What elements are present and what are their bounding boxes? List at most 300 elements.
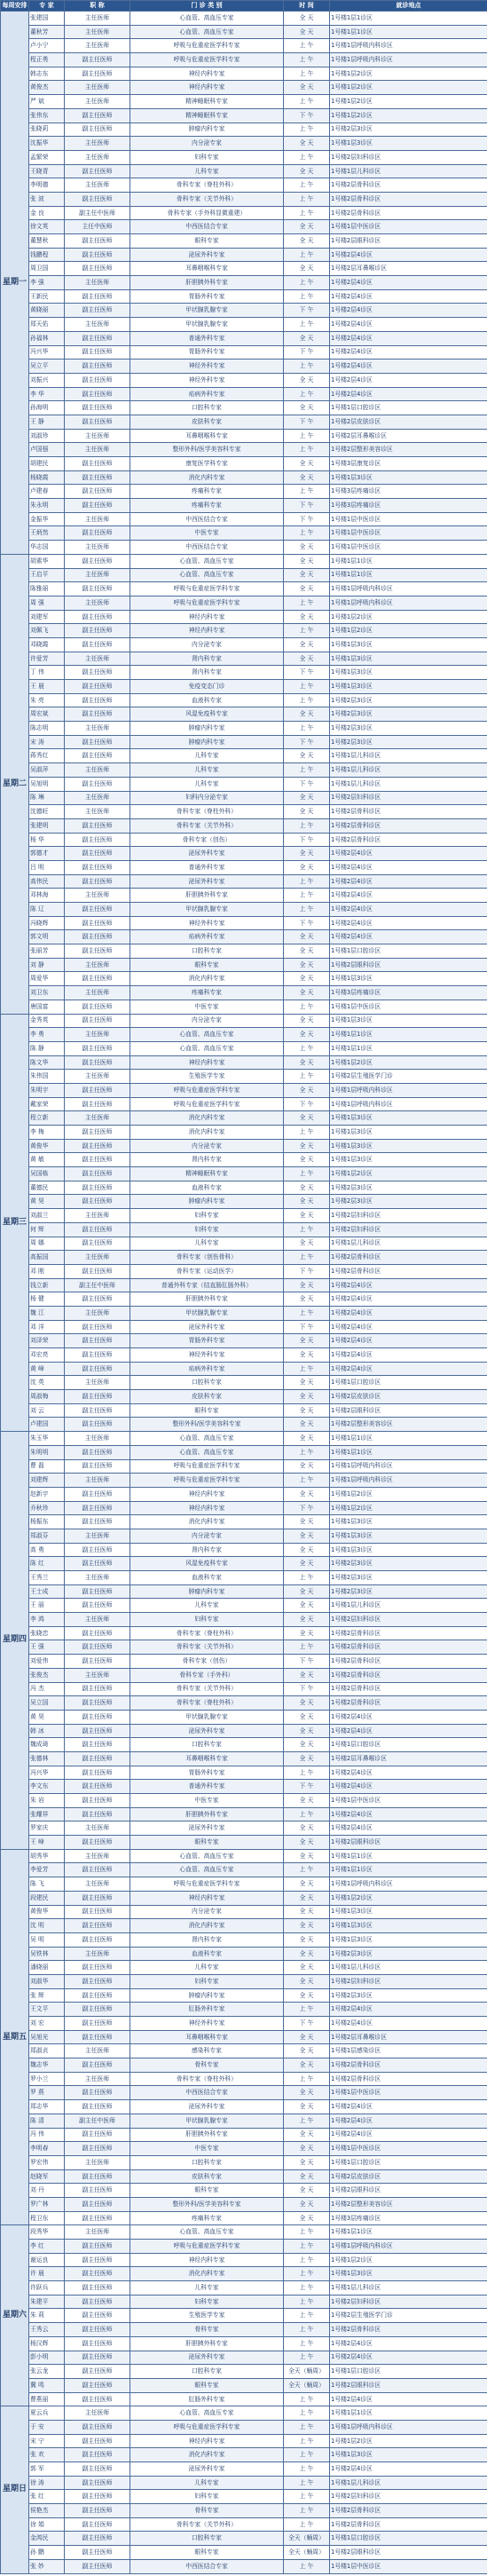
- expert-title: 副主任医师: [65, 1264, 130, 1278]
- clinic-location: 1号楼2层4诊区: [330, 1306, 487, 1320]
- clinic-type: 心血管、高血压专家: [130, 2225, 284, 2240]
- clinic-time: 下 午: [284, 415, 330, 429]
- expert-name: 戴家荣: [29, 1097, 65, 1111]
- expert-title: 副主任医师: [65, 2323, 130, 2337]
- table-row: [1, 1877, 487, 1892]
- expert-title: 副主任医师: [65, 1126, 130, 1140]
- expert-title: 主任医师: [65, 429, 130, 443]
- expert-title: 副主任医师: [65, 1041, 130, 1055]
- expert-title: 副主任医师: [65, 53, 130, 67]
- clinic-type: 血液科专家: [130, 1181, 284, 1195]
- table-row: [1, 2378, 487, 2392]
- clinic-time: 全 天: [284, 1724, 330, 1738]
- expert-name: 吴旭明: [29, 777, 65, 791]
- expert-title: 主任医师: [65, 791, 130, 805]
- clinic-time: 全 天: [284, 1403, 330, 1418]
- clinic-location: 1号楼1层儿科诊区: [330, 749, 487, 763]
- table-row: [1, 1028, 487, 1042]
- clinic-time: 全 天: [284, 568, 330, 582]
- expert-title: 副主任医师: [65, 610, 130, 624]
- clinic-location: 1号楼2层3诊区: [330, 1584, 487, 1599]
- expert-title: 副主任医师: [65, 1863, 130, 1877]
- table-row: [1, 262, 487, 276]
- table-row: [1, 1222, 487, 1237]
- clinic-location: 1号楼2层骨科诊区: [330, 178, 487, 193]
- expert-title: 副主任医师: [65, 1988, 130, 2003]
- expert-title: 副主任中医师: [65, 2114, 130, 2128]
- clinic-type: 妇科专家: [130, 2490, 284, 2504]
- clinic-location: 1号楼1层呼吸内科诊区: [330, 1459, 487, 1474]
- table-row: [1, 2462, 487, 2477]
- expert-name: 许跃兵: [29, 2281, 65, 2295]
- expert-title: 主任医师: [65, 2225, 130, 2240]
- expert-title: 主任医师: [65, 2044, 130, 2058]
- table-row: [1, 2003, 487, 2017]
- clinic-location: 1号楼1层3诊区: [330, 1111, 487, 1126]
- table-row: [1, 777, 487, 791]
- clinic-location: 1号楼1层2诊区: [330, 1487, 487, 1501]
- table-row: [1, 1334, 487, 1348]
- clinic-type: 生殖医学专家: [130, 2309, 284, 2323]
- clinic-location: 1号楼1层1诊区: [330, 1041, 487, 1055]
- expert-title: 副主任医师: [65, 1836, 130, 1850]
- expert-title: 主任医师: [65, 512, 130, 526]
- clinic-location: 1号楼1层1诊区: [330, 1445, 487, 1459]
- table-row: [1, 1306, 487, 1320]
- clinic-type: 消化内科专家: [130, 1111, 284, 1126]
- expert-name: 朱伟国: [29, 1070, 65, 1084]
- expert-title: 副主任医师: [65, 680, 130, 694]
- clinic-type: 耳鼻咽喉科专家: [130, 1751, 284, 1766]
- table-row: [1, 1751, 487, 1766]
- clinic-type: 内分泌专家: [130, 1014, 284, 1028]
- table-row: [1, 2058, 487, 2073]
- clinic-location: 1号楼2层骨科诊区: [330, 2504, 487, 2518]
- clinic-type: 消化内科专家: [130, 972, 284, 986]
- expert-title: 主任医师: [65, 541, 130, 555]
- expert-name: 罗宏伟: [29, 2155, 65, 2169]
- clinic-time: 下 午: [284, 777, 330, 791]
- expert-title: 主任医师: [65, 1111, 130, 1126]
- table-row: [1, 2309, 487, 2323]
- expert-name: 黄俊华: [29, 1139, 65, 1153]
- table-row: [1, 554, 487, 568]
- clinic-time: 上 午: [284, 443, 330, 457]
- expert-title: 副主任医师: [65, 1014, 130, 1028]
- clinic-type: 整形外科/医学美容科专家: [130, 1418, 284, 1432]
- expert-name: 魏成琦: [29, 1738, 65, 1752]
- expert-name: 王士成: [29, 1584, 65, 1599]
- expert-title: 副主任医师: [65, 554, 130, 568]
- clinic-time: 全 天: [284, 1153, 330, 1167]
- table-row: [1, 1932, 487, 1947]
- expert-title: 主任医师: [65, 1474, 130, 1488]
- clinic-time: 全 天: [284, 791, 330, 805]
- clinic-time: 上 午: [284, 289, 330, 304]
- clinic-time: 上 午: [284, 874, 330, 889]
- clinic-type: 妇科专家: [130, 2295, 284, 2309]
- clinic-time: 全 天: [284, 1557, 330, 1571]
- expert-title: 主任医师: [65, 2155, 130, 2169]
- clinic-time: 上 午: [284, 2072, 330, 2086]
- clinic-type: 肝胆胰外科专家: [130, 2128, 284, 2142]
- clinic-type: 皮肤科专家: [130, 415, 284, 429]
- expert-title: 副主任医师: [65, 2142, 130, 2156]
- expert-name: 徐 娟: [29, 2517, 65, 2532]
- expert-name: 胡秀华: [29, 1849, 65, 1863]
- clinic-time: 全 天: [284, 986, 330, 1000]
- expert-title: 副主任医师: [65, 1766, 130, 1780]
- table-row: [1, 2546, 487, 2560]
- clinic-location: 1号楼2层4诊区: [330, 360, 487, 374]
- clinic-time: 上 午: [284, 818, 330, 833]
- expert-name: 邓宏亮: [29, 1348, 65, 1363]
- expert-name: 郑淑贞: [29, 2044, 65, 2058]
- expert-title: 副主任医师: [65, 1390, 130, 1404]
- clinic-type: 中医专家: [130, 1000, 284, 1014]
- expert-title: 主任医师: [65, 1432, 130, 1446]
- clinic-location: 1号楼1层3诊区: [330, 1014, 487, 1028]
- table-row: [1, 735, 487, 749]
- clinic-time: 全 天: [284, 1083, 330, 1097]
- table-row: [1, 178, 487, 193]
- clinic-type: 骨科专家（脊柱外科）: [130, 1696, 284, 1711]
- table-row: [1, 1014, 487, 1028]
- table-row: [1, 1320, 487, 1334]
- clinic-time: 上 午: [284, 1362, 330, 1376]
- expert-title: 副主任医师: [65, 944, 130, 959]
- clinic-type: 儿科专家: [130, 2281, 284, 2295]
- clinic-time: 上 午: [284, 2281, 330, 2295]
- expert-name: 刘佩飞: [29, 624, 65, 638]
- expert-name: 朱永明: [29, 499, 65, 513]
- clinic-type: 口腔科专家: [130, 2155, 284, 2169]
- clinic-location: 1号楼1层儿科诊区: [330, 763, 487, 778]
- clinic-type: 泌尿外科专家: [130, 2351, 284, 2365]
- expert-name: 朱玉华: [29, 1432, 65, 1446]
- expert-name: 丁 伟: [29, 666, 65, 680]
- clinic-type: 口腔科专家: [130, 2365, 284, 2379]
- expert-name: 黄俊杰: [29, 81, 65, 95]
- clinic-time: 全 天: [284, 1613, 330, 1627]
- clinic-type: 泌尿外科专家: [130, 1320, 284, 1334]
- expert-title: 主任医师: [65, 1947, 130, 1961]
- table-row: [1, 220, 487, 234]
- table-row: [1, 150, 487, 164]
- table-row: [1, 2420, 487, 2434]
- expert-title: 副主任医师: [65, 1751, 130, 1766]
- table-row: [1, 2044, 487, 2058]
- clinic-location: 1号楼2层4诊区: [330, 2128, 487, 2142]
- expert-name: 王晓青: [29, 164, 65, 178]
- expert-title: 副主任医师: [65, 360, 130, 374]
- clinic-time: 全 天: [284, 582, 330, 597]
- expert-title: 副主任医师: [65, 2184, 130, 2198]
- expert-name: 邓 洋: [29, 1320, 65, 1334]
- expert-name: 张丽芳: [29, 944, 65, 959]
- expert-title: 副主任医师: [65, 2128, 130, 2142]
- clinic-time: 全 天: [284, 1487, 330, 1501]
- clinic-time: 全 天: [284, 1515, 330, 1529]
- clinic-type: 心血管、高血压专家: [130, 25, 284, 39]
- clinic-location: 1号楼1层中医诊区: [330, 512, 487, 526]
- clinic-time: 全 天: [284, 1209, 330, 1223]
- clinic-time: 上 午: [284, 1251, 330, 1265]
- clinic-type: 神经内科专家: [130, 610, 284, 624]
- expert-title: 副主任医师: [65, 1459, 130, 1474]
- expert-name: 程立新: [29, 1111, 65, 1126]
- expert-title: 副主任医师: [65, 485, 130, 499]
- expert-name: 王 静: [29, 415, 65, 429]
- clinic-location: 1号楼1层3诊区: [330, 680, 487, 694]
- expert-title: 副主任医师: [65, 2462, 130, 2477]
- clinic-type: 内分泌专家: [130, 1139, 284, 1153]
- table-row: [1, 1348, 487, 1363]
- table-row: [1, 1083, 487, 1097]
- expert-name: 金振华: [29, 512, 65, 526]
- clinic-type: 神经内科专家: [130, 1055, 284, 1070]
- clinic-type: 心血管、高血压专家: [130, 1041, 284, 1055]
- table-row: [1, 1807, 487, 1821]
- clinic-type: 呼吸与危重症医学科专家: [130, 1474, 284, 1488]
- table-row: [1, 1974, 487, 1988]
- clinic-time: 下 午: [284, 1320, 330, 1334]
- clinic-type: 疼痛科专家: [130, 2211, 284, 2225]
- clinic-location: 1号楼1层3诊区: [330, 1905, 487, 1919]
- clinic-time: 全 天: [284, 944, 330, 959]
- table-row: [1, 833, 487, 847]
- clinic-location: 1号楼2层骨科诊区: [330, 805, 487, 819]
- clinic-location: 1号楼2层4诊区: [330, 1292, 487, 1307]
- clinic-location: 1号楼1层儿科诊区: [330, 2476, 487, 2490]
- clinic-type: 生殖医学专家: [130, 1070, 284, 1084]
- clinic-time: 全 天: [284, 25, 330, 39]
- expert-name: 徐 涛: [29, 2476, 65, 2490]
- expert-name: 朱明明: [29, 1445, 65, 1459]
- clinic-type: 肿瘤内科专家: [130, 722, 284, 736]
- clinic-time: 全 天: [284, 2100, 330, 2114]
- expert-title: 主任医师: [65, 1529, 130, 1543]
- clinic-type: 消化内科专家: [130, 1515, 284, 1529]
- expert-title: 副主任医师: [65, 2490, 130, 2504]
- clinic-time: 下 午: [284, 2017, 330, 2031]
- table-row: [1, 2434, 487, 2448]
- clinic-time: 上 午: [284, 206, 330, 220]
- clinic-time: 全 天: [284, 847, 330, 861]
- clinic-type: 眼科专家: [130, 2184, 284, 2198]
- expert-name: 刘振兴: [29, 373, 65, 387]
- table-row: [1, 1487, 487, 1501]
- clinic-type: 神经内科专家: [130, 1487, 284, 1501]
- expert-title: 主任医师: [65, 596, 130, 610]
- expert-name: 李文东: [29, 1780, 65, 1794]
- expert-title: 副主任医师: [65, 1222, 130, 1237]
- clinic-location: 1号楼1层中医诊区: [330, 1794, 487, 1808]
- table-row: [1, 1041, 487, 1055]
- clinic-type: 中医专家: [130, 526, 284, 541]
- expert-title: 主任中医师: [65, 220, 130, 234]
- clinic-type: 疝病外科专家: [130, 387, 284, 401]
- expert-title: 副主任医师: [65, 1738, 130, 1752]
- table-row: [1, 1097, 487, 1111]
- expert-title: 副主任医师: [65, 1362, 130, 1376]
- clinic-type: 口腔科专家: [130, 1376, 284, 1390]
- clinic-type: 心血管、高血压专家: [130, 1432, 284, 1446]
- table-row: [1, 1529, 487, 1543]
- expert-name: 孙福林: [29, 331, 65, 345]
- table-row: [1, 470, 487, 485]
- weekday-label: 星期三: [1, 1014, 29, 1432]
- table-row: [1, 791, 487, 805]
- clinic-time: 上 午: [284, 53, 330, 67]
- clinic-time: 全 天: [284, 1278, 330, 1292]
- expert-name: 王秀云: [29, 2323, 65, 2337]
- expert-title: 副主任医师: [65, 2030, 130, 2044]
- clinic-type: 甲状腺乳腺专家: [130, 1710, 284, 1724]
- clinic-type: 妇科专家: [130, 150, 284, 164]
- clinic-type: 口腔科专家: [130, 1738, 284, 1752]
- table-row: [1, 108, 487, 122]
- clinic-time: 上 午: [284, 2003, 330, 2017]
- clinic-time: 上 午: [284, 1222, 330, 1237]
- clinic-time: 全 天: [284, 1055, 330, 1070]
- clinic-time: 下 午: [284, 345, 330, 360]
- clinic-location: 1号楼1层儿科诊区: [330, 777, 487, 791]
- clinic-location: 1号楼1层3诊区: [330, 137, 487, 151]
- table-row: [1, 526, 487, 541]
- clinic-type: 中医专家: [130, 1794, 284, 1808]
- clinic-type: 肝胆胰外科专家: [130, 1807, 284, 1821]
- expert-name: 陈 飞: [29, 1877, 65, 1892]
- clinic-time: 上 午: [284, 2323, 330, 2337]
- expert-name: 孙 鹏: [29, 2546, 65, 2560]
- expert-title: 副主任医师: [65, 1724, 130, 1738]
- table-row: [1, 234, 487, 249]
- expert-name: 张伟东: [29, 108, 65, 122]
- clinic-time: 上 午: [284, 1445, 330, 1459]
- clinic-time: 全 天: [284, 1459, 330, 1474]
- clinic-location: 1号楼2层4诊区: [330, 331, 487, 345]
- clinic-time: 全 天: [284, 1418, 330, 1432]
- expert-name: 王文平: [29, 2003, 65, 2017]
- clinic-type: 肾内科专家: [130, 1153, 284, 1167]
- expert-title: 副主任医师: [65, 1696, 130, 1711]
- expert-title: 主任医师: [65, 889, 130, 903]
- expert-title: 副主任医师: [65, 1584, 130, 1599]
- clinic-time: 全 天: [284, 1181, 330, 1195]
- clinic-location: 1号楼1层口腔诊区: [330, 2155, 487, 2169]
- expert-name: 张 波: [29, 192, 65, 206]
- expert-name: 黄 昊: [29, 1195, 65, 1209]
- expert-name: 罗 燕: [29, 2086, 65, 2100]
- clinic-type: 心血管、高血压专家: [130, 554, 284, 568]
- clinic-time: 全 天: [284, 1626, 330, 1640]
- clinic-location: 1号楼2层4诊区: [330, 2100, 487, 2114]
- clinic-time: 上 午: [284, 2476, 330, 2490]
- clinic-location: 1号楼2层整形美容诊区: [330, 443, 487, 457]
- clinic-location: 1号楼1层呼吸内科诊区: [330, 1083, 487, 1097]
- clinic-location: 1号楼2层妇科诊区: [330, 2295, 487, 2309]
- expert-title: 副主任医师: [65, 1292, 130, 1307]
- clinic-type: 儿科专家: [130, 749, 284, 763]
- expert-title: 副主任医师: [65, 1195, 130, 1209]
- table-row: [1, 1167, 487, 1181]
- clinic-type: 泌尿外科专家: [130, 847, 284, 861]
- clinic-type: 骨科专家（脊柱外科）: [130, 805, 284, 819]
- expert-title: 副主任医师: [65, 1348, 130, 1363]
- clinic-time: 全 天: [284, 2184, 330, 2198]
- expert-name: 张 欢: [29, 2448, 65, 2462]
- table-row: [1, 2072, 487, 2086]
- clinic-time: 下 午: [284, 1682, 330, 1696]
- expert-name: 李明德: [29, 178, 65, 193]
- clinic-location: 1号楼2层4诊区: [330, 373, 487, 387]
- table-row: [1, 1891, 487, 1905]
- clinic-location: 1号楼2层眼科诊区: [330, 234, 487, 249]
- clinic-type: 儿科专家: [130, 1599, 284, 1613]
- expert-title: 主任医师: [65, 986, 130, 1000]
- clinic-type: 中西医结合专家: [130, 541, 284, 555]
- clinic-location: 1号楼2层眼科诊区: [330, 2546, 487, 2560]
- clinic-type: 甲状腺乳腺专家: [130, 2114, 284, 2128]
- expert-name: 周淑梅: [29, 1390, 65, 1404]
- expert-title: 副主任医师: [65, 526, 130, 541]
- table-row: [1, 289, 487, 304]
- clinic-time: 全 天: [284, 2058, 330, 2073]
- expert-name: 刘 静: [29, 958, 65, 972]
- clinic-time: 全 天: [284, 1932, 330, 1947]
- clinic-location: 1号楼2层骨科诊区: [330, 1264, 487, 1278]
- clinic-time: 全 天: [284, 930, 330, 944]
- clinic-time: 全 天: [284, 1599, 330, 1613]
- expert-name: 张俊杰: [29, 1668, 65, 1682]
- expert-title: 主任医师: [65, 276, 130, 290]
- table-row: [1, 1543, 487, 1557]
- expert-name: 张 妙: [29, 2559, 65, 2573]
- expert-name: 冯 杰: [29, 1682, 65, 1696]
- clinic-location: 1号楼1层1诊区: [330, 12, 487, 26]
- clinic-time: 上 午: [284, 1807, 330, 1821]
- expert-name: 刘淑珍: [29, 429, 65, 443]
- clinic-time: 上 午: [284, 1070, 330, 1084]
- clinic-time: 上 午: [284, 429, 330, 443]
- clinic-time: 全 天: [284, 470, 330, 485]
- clinic-type: 耳鼻咽喉科专家: [130, 2030, 284, 2044]
- clinic-location: 1号楼2层妇科诊区: [330, 2490, 487, 2504]
- expert-title: 副主任医师: [65, 2351, 130, 2365]
- clinic-location: 1号楼2层妇科诊区: [330, 791, 487, 805]
- table-row: [1, 693, 487, 707]
- expert-title: 主任医师: [65, 1306, 130, 1320]
- clinic-time: 全 天: [284, 652, 330, 666]
- table-row: [1, 763, 487, 778]
- clinic-location: 1号楼2层骨科诊区: [330, 1682, 487, 1696]
- clinic-time: 上 午: [284, 526, 330, 541]
- clinic-time: 全 天: [284, 1947, 330, 1961]
- expert-name: 王炳然: [29, 526, 65, 541]
- clinic-type: 疼痛科专家: [130, 485, 284, 499]
- expert-title: 副主任医师: [65, 1083, 130, 1097]
- clinic-type: 泌尿外科专家: [130, 1821, 284, 1836]
- clinic-location: 1号楼3层疼痛诊区: [330, 499, 487, 513]
- expert-title: 副主任医师: [65, 289, 130, 304]
- clinic-type: 口腔科专家: [130, 2532, 284, 2546]
- expert-title: 副主任医师: [65, 1655, 130, 1669]
- clinic-location: 1号楼2层4诊区: [330, 1780, 487, 1794]
- expert-title: 副主任医师: [65, 1682, 130, 1696]
- clinic-location: 1号楼1层3诊区: [330, 2267, 487, 2281]
- clinic-type: 眼科专家: [130, 2378, 284, 2392]
